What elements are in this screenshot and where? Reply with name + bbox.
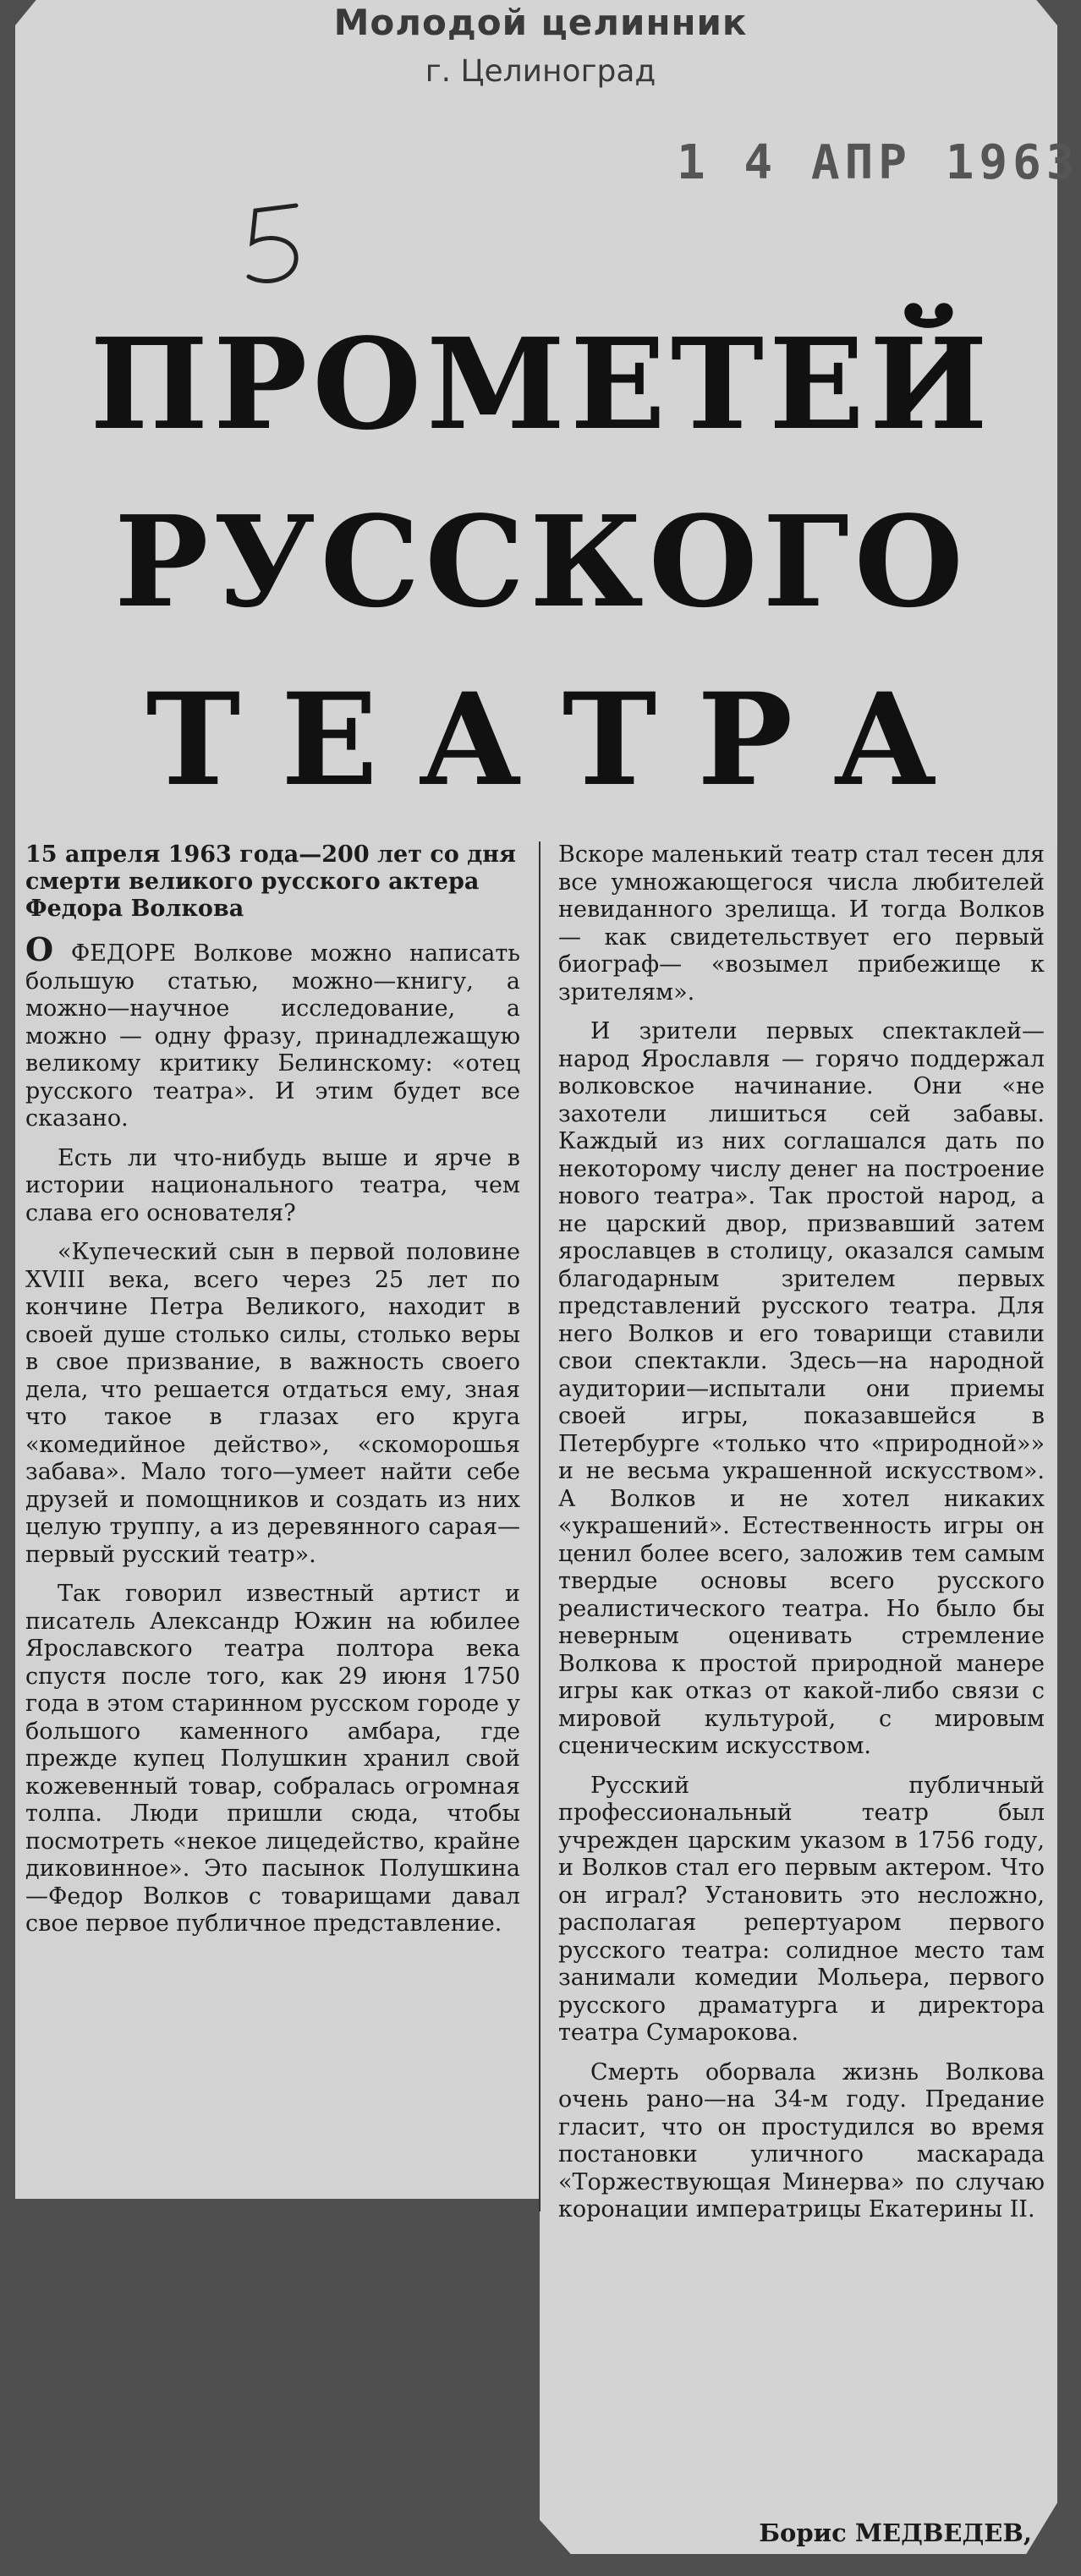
headline-line-1: ПРОМЕТЕЙ	[90, 310, 993, 458]
article-paragraph-3: «Купеческий сын в первой половине XVIII века, всего через 25 лет по кончине Петра Великого, находит в своей душе столько силы, столько веры в свое призвание, в важность своего дела, что решается отдаться ему, зная что такое в глазах его круга «комедийное действо», «скоморошья забава». Мало того—умеет найти себе друзей и помощников и создать из них целую труппу, а из деревянного сарая—первый русский театр».	[25, 1239, 520, 1568]
article-paragraph-5: Вскоре маленький театр стал тесен для все умножающегося числа любителей невиданного зрелища. И тогда Волков— как свидетельствует его первый биограф— «возымел прибежище к зрителям».	[558, 841, 1045, 1006]
article-paragraph-2: Есть ли что-нибудь выше и ярче в истории национального театра, чем слава его основателя?	[25, 1144, 520, 1226]
column-divider	[539, 841, 540, 2212]
article-paragraph-8: Смерть оборвала жизнь Волкова очень рано—на 34-м году. Предание гласит, что он простудился во время постановки уличного маскарада «Торжествующая Минерва» по случаю коронации императрицы Екатерины II.	[558, 2058, 1045, 2222]
headline-line-2: РУССКОГО	[114, 488, 969, 635]
article-lead: 15 апреля 1963 года—200 лет со дня смерти великого русского актера Федора Волкова	[25, 841, 516, 922]
paragraph-1-text: ФЕДОРЕ Волкове можно написать большую статью, можно—книгу, а можно—научное исследование, а можно — одну фразу, принадлежащую великому критику Белинскому: «отец русского театра». И этим будет все сказано.	[25, 940, 520, 1132]
date-stamp: 1 4 АПР 1963	[677, 135, 1080, 190]
author-signature: Борис МЕДВЕДЕВ,	[759, 2518, 1032, 2547]
handwritten-number	[237, 199, 313, 292]
article-paragraph-1	[25, 930, 520, 1133]
article-column-right	[558, 841, 1045, 2236]
headline-line-3: ТЕАТРА	[145, 666, 978, 814]
article-paragraph-4: Так говорил известный артист и писатель Александр Южин на юбилее Ярославского театра полтора века спустя после того, как 29 июня 1750 года в этом старинном русском городе у большого каменного амбара, где прежде купец Полушкин хранил свой кожевенный товар, собралась огромная толпа. Люди пришли сюда, чтобы посмотреть «некое лицедейство, крайне диковинное». Это пасынок Полушкина—Федор Волков с товарищами давал свое первое публичное представление.	[25, 1581, 520, 1937]
article-paragraph-6: И зрители первых спектаклей—народ Ярославля — горячо поддержал волковское начинание. Они «не захотели лишиться сей забавы. Каждый из них соглашался дать по некоторому числу денег на построение нового театра». Так простой народ, а не царский двор, призвавший затем ярославцев в столицу, оказался самым благодарным зрителем первых представлений русского театра. Для него Волков и его товарищи ставили свои спектакли. Здесь—на народной аудитории—испытали они приемы своей игры, показавшейся в Петербурге «только что «природной»» и не весьма украшенной искусством». А Волков и не хотел никаких «украшений». Естественность игры он ценил более всего, заложив тем самым твердые основы всего русского реалистического театра. Но было бы неверным оценивать стремление Волкова к простой природной манере игры как отказ от какой-либо связи с мировой культурой, с мировым сценическим искусством.	[558, 1018, 1045, 1759]
newspaper-name: Молодой целинник	[333, 2, 748, 43]
newspaper-city: г. Целиноград	[425, 54, 656, 89]
article-column-left	[25, 841, 520, 1950]
article-paragraph-7: Русский публичный профессиональный театр был учрежден царским указом в 1756 году, и Волков стал его первым актером. Что он играл? Установить это несложно, располагая репертуаром первого русского театра: солидное место там занимали комедии Мольера, первого русского драматурга и директора театра Сумарокова.	[558, 1772, 1045, 2046]
drop-cap: О	[25, 930, 54, 968]
